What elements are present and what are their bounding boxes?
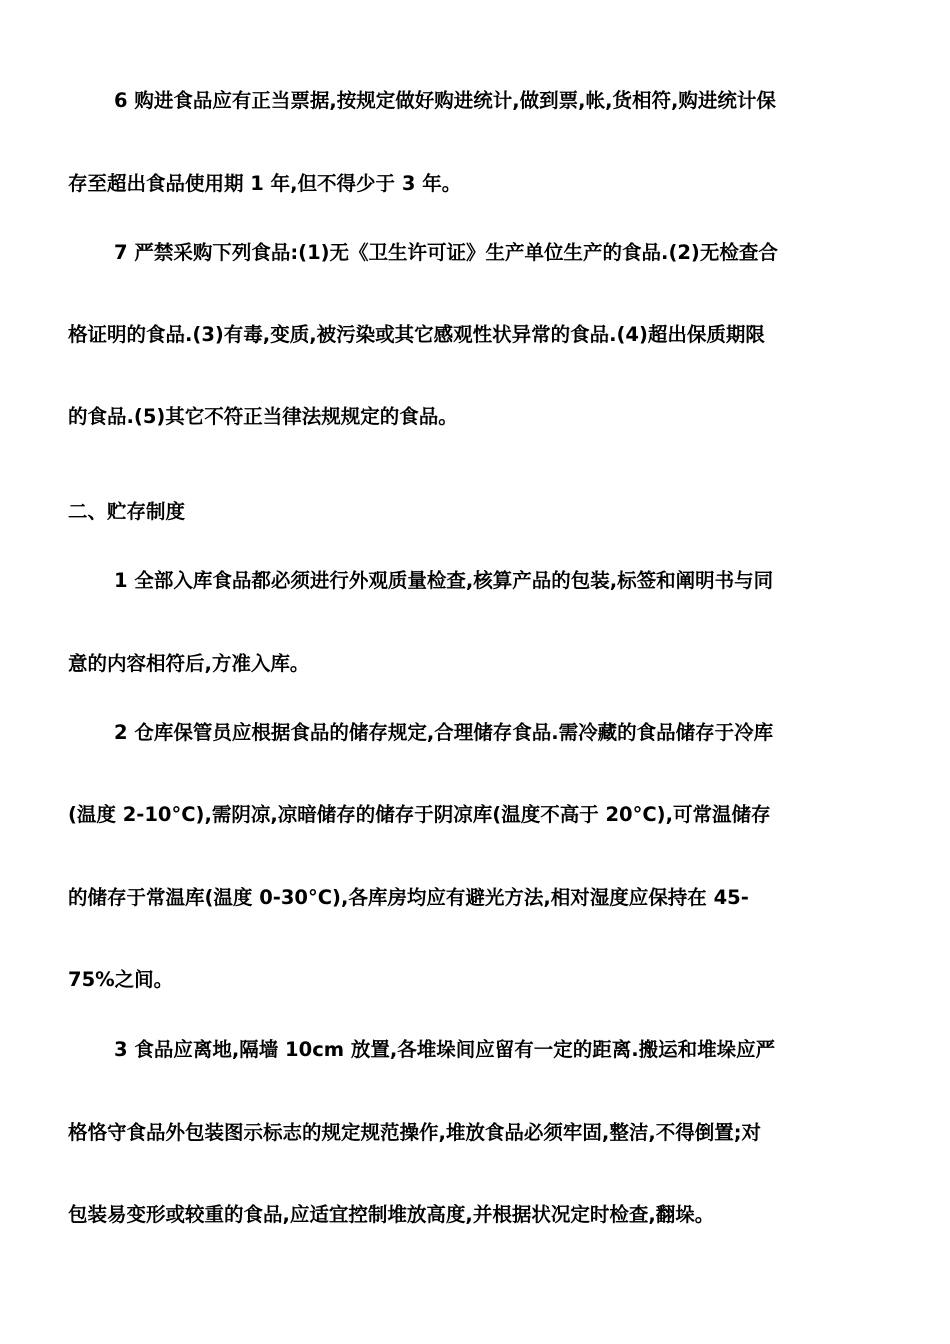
paragraph-6-line-1: 6 购进食品应有正当票据,按规定做好购进统计,做到票,帐,货相符,购进统计保 [114, 89, 776, 112]
paragraph-6-line-2: 存至超出食品使用期 1 年,但不得少于 3 年。 [68, 172, 462, 195]
section-heading-storage: 二、贮存制度 [68, 500, 186, 523]
paragraph-2-line-2: (温度 2-10°C),需阴凉,凉暗储存的储存于阴凉库(温度不高于 20°C),可常温储存 [68, 803, 771, 826]
paragraph-7-line-2: 格证明的食品.(3)有毒,变质,被污染或其它感观性状异常的食品.(4)超出保质期限 [68, 323, 765, 346]
paragraph-1-line-2: 意的内容相符后,方准入库。 [68, 652, 310, 675]
paragraph-2-line-1: 2 仓库保管员应根据食品的储存规定,合理储存食品.需冷藏的食品储存于冷库 [114, 721, 774, 744]
paragraph-7-line-1: 7 严禁采购下列食品:(1)无《卫生许可证》生产单位生产的食品.(2)无检查合 [114, 241, 778, 264]
paragraph-2-line-3: 的储存于常温库(温度 0-30°C),各库房均应有避光方法,相对湿度应保持在 45- [68, 886, 749, 909]
paragraph-3-line-2: 格恪守食品外包装图示标志的规定规范操作,堆放食品必须牢固,整洁,不得倒置;对 [68, 1121, 762, 1144]
paragraph-1-line-1: 1 全部入库食品都必须进行外观质量检查,核算产品的包装,标签和阐明书与同 [114, 569, 774, 592]
paragraph-3-line-3: 包装易变形或较重的食品,应适宜控制堆放高度,并根据状况定时检查,翻垛。 [68, 1203, 715, 1226]
paragraph-3-line-1: 3 食品应离地,隔墙 10cm 放置,各堆垛间应留有一定的距离.搬运和堆垛应严 [114, 1038, 776, 1061]
paragraph-7-line-3: 的食品.(5)其它不符正当律法规规定的食品。 [68, 405, 458, 428]
paragraph-2-line-4: 75%之间。 [68, 968, 174, 991]
